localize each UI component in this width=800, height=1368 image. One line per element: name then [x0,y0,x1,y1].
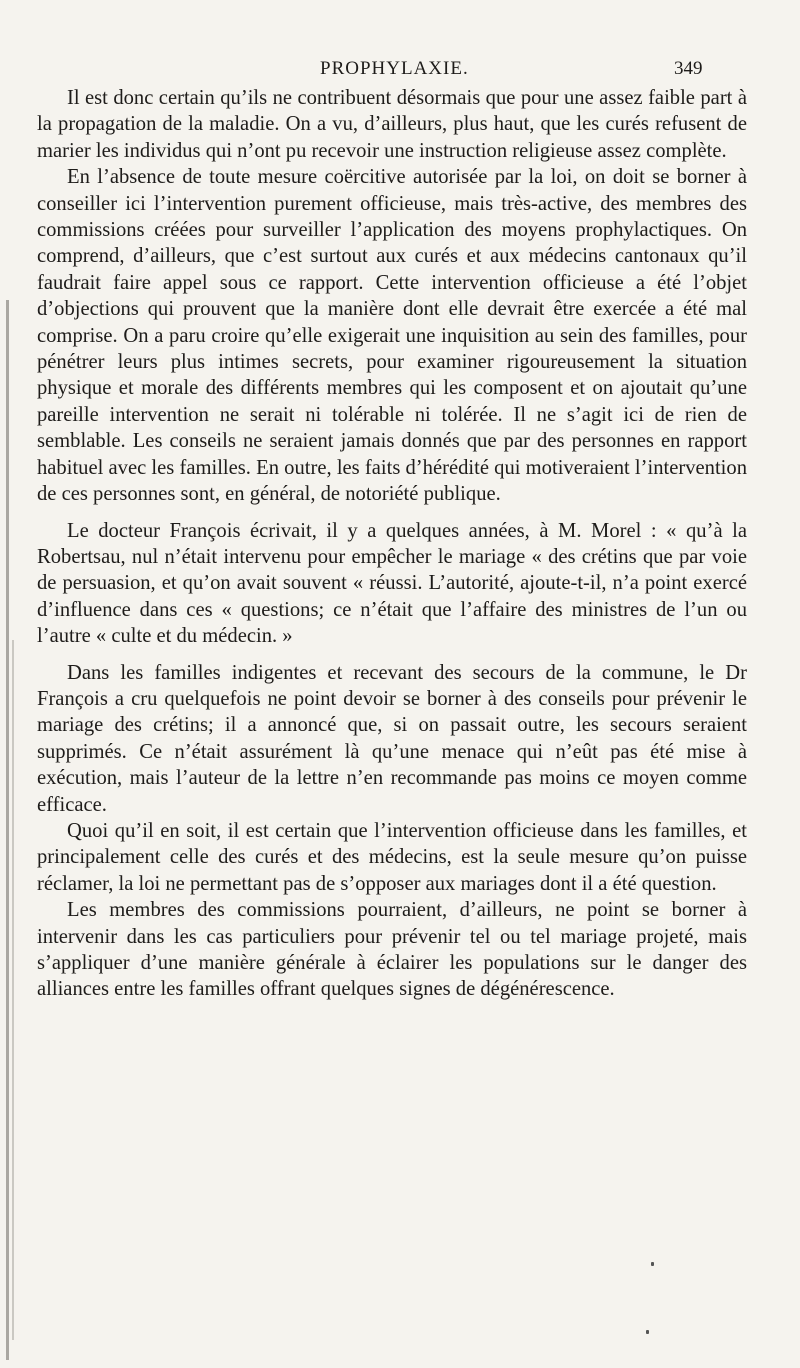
paragraph: Dans les familles indigentes et recevant des secours de la commune, le Dr François a cru quelquefois ne point devoir se borner à des conseils pour prévenir le mariage des crétins; il a annoncé que, si on passait outre, les secours seraient supprimés. Ce n’était assurément là qu’une menace qui n’eût pas été mise à exécution, mais l’auteur de la lettre n’en recommande pas moins ce moyen comme efficace. [37,661,747,816]
print-speck [651,1262,654,1266]
running-title: PROPHYLAXIE. [320,58,469,79]
page-header [30,50,770,80]
paragraph: Il est donc certain qu’ils ne contribuent désormais que pour une assez faible part à la propagation de la maladie. On a vu, d’ailleurs, plus haut, que les curés refusent de marier les individus qui n’ont pu recevoir une instruction religieuse assez complète. [37,87,747,162]
page-number: 349 [674,58,703,79]
paragraph-quotation: Le docteur François écrivait, il y a quelques années, à M. Morel : « qu’à la Robertsau, nul n’était intervenu pour empêcher le mariage « des crétins que par voie de persuasion, et qu’on avait souvent « réussi. L’autorité, ajoute-t-il, n’a point exercé d’influence dans ces « questions; ce n’était que l’affaire des ministres de l’un ou l’autre « culte et du médecin. » [37,519,747,648]
print-speck [646,1330,649,1334]
scan-edge-shadow-inner [12,640,14,1340]
paragraph: En l’absence de toute mesure coërcitive autorisée par la loi, on doit se borner à conseiller ici l’intervention purement officieuse, mais très-active, des membres des commissions créées pour surveiller l’application des moyens prophylactiques. On comprend, d’ailleurs, que c’est surtout aux curés et aux médecins cantonaux qu’il faudrait faire appel sous ce rapport. Cette intervention officieuse a été l’objet d’objections qui prouvent que la manière dont elle devrait être exercée a été mal comprise. On a paru croire qu’elle exigerait une inquisition au sein des familles, pour pénétrer leurs plus intimes secrets, pour examiner rigoureusement la situation physique et morale des différents membres qui les composent et on ajoutait qu’une pareille intervention ne serait ni tolérable ni tolérée. Il ne s’agit ici de rien de semblable. Les conseils ne seraient jamais donnés que par des personnes en rapport habituel avec les familles. En outre, les faits d’hérédité qui motiveraient l’intervention de ces personnes sont, en général, de notoriété publique. [37,166,747,506]
paragraph: Quoi qu’il en soit, il est certain que l’intervention officieuse dans les familles, et principalement celle des curés et des médecins, est la seule mesure qu’on puisse réclamer, la loi ne permettant pas de s’opposer aux mariages dont il a été question. [37,819,747,895]
scan-edge-shadow [6,300,9,1360]
body-text [37,85,747,1003]
paragraph: Les membres des commissions pourraient, d’ailleurs, ne point se borner à intervenir dans les cas particuliers pour prévenir tel ou tel mariage projeté, mais s’appliquer d’une manière générale à éclairer les populations sur le danger des alliances entre les familles offrant quelques signes de dégénérescence. [37,899,747,1001]
